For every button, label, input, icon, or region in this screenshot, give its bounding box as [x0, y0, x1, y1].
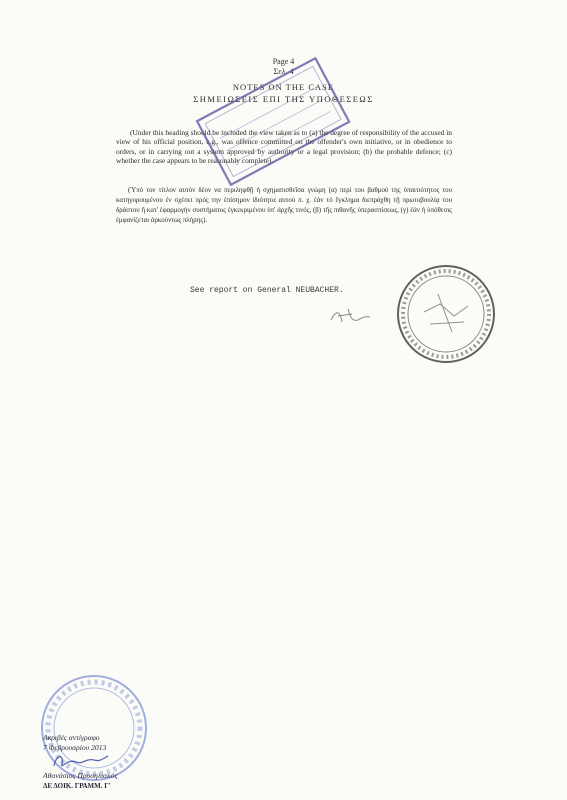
certification-date: 7 Φεβρουαρίου 2013: [43, 743, 107, 752]
certifier-office: ΔΕ ΔΟΙΚ. ΓΡΑΜΜ. Γ': [43, 782, 111, 790]
handwritten-initials: [328, 306, 374, 328]
instruction-paragraph-english: (Under this heading should be included the view taken as to (a) the degree of responsibility of the accused in view of his official position, e.g., was offence committed on the offender's own initiative, or in obedience to orders, or in carrying out a system approved by authority or a legal provision; (b) the probable defence; (c) whether the case appears to be reasonably complete).: [116, 128, 452, 165]
section-title-greek: ΣΗΜΕΙΩΣΕΙΣ ΕΠΙ ΤΗΣ ΥΠΟΘΕΣΕΩΣ: [193, 94, 374, 104]
certifier-name: Αθανάσιος Προσηλιακός: [43, 771, 118, 780]
purple-rectangle-stamp: [190, 55, 360, 195]
round-official-seal: [394, 262, 498, 366]
certification-label: Ακριβές αντίγραφο: [43, 733, 100, 742]
page-number: Page 4: [272, 57, 295, 66]
case-note-entry: See report on General NEUBACHER.: [190, 286, 344, 295]
page-number-greek: Σελ. 4: [273, 67, 294, 76]
section-title-english: NOTES ON THE CASE: [232, 82, 335, 92]
instruction-paragraph-greek: (Ὑπό τον τίτλον αυτόν δέον να περιληφθῇ ἡ σχηματισθεῖσα γνώμη (α) περί του βαθμού της ὑπαιτιότητος του κατηγορουμένου ἐν σχέσει πρός την ἐπίσημον ἰδιότητα αυτού π. χ. ἐάν τό ἔγκλημα διεπράχθη τῇ πρωτοβουλίᾳ του δράστου ἤ κατ' ἐφαρμογήν συστήματος ἐγκεκριμένου ὑπ' ἀρχῆς τινός, (β) τῆς πιθανῆς ὑπερασπίσεως, (γ) ἐάν ἡ ὑπόθεσις ἐμφανίζεται ἀρκούντως πλήρης).: [116, 187, 452, 224]
